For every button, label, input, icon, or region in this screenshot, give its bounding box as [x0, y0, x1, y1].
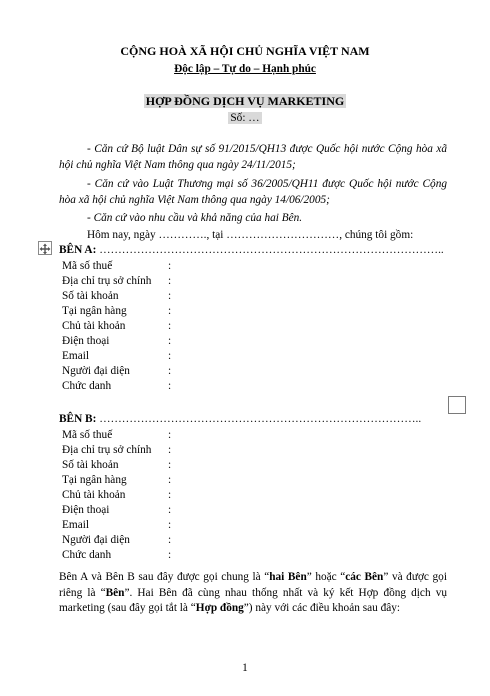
party-b-account-label: Số tài khoản: [62, 459, 119, 471]
intro-line: [87, 229, 413, 241]
closing-part-4: ”. Hai Bên đã cùng nhau thống nhất và ký kết Hợp đồng dịch vụ marketing (sau đây gọi tắt là “: [59, 586, 448, 614]
closing-part-2: ” hoặc “: [306, 571, 346, 583]
party-a-phone-label: Điện thoại: [62, 335, 110, 347]
party-a-account-label: Số tài khoản: [62, 290, 119, 302]
party-a-representative-label: Người đại diện: [62, 365, 130, 377]
contract-number-text: Số: …: [230, 112, 260, 124]
party-a-email-label: Email: [62, 350, 89, 362]
legal-basis-needs: - Căn cứ vào nhu cầu và khả năng của hai Bên.: [87, 212, 303, 224]
party-b-phone-colon: :: [168, 504, 172, 516]
party-a-email-colon: :: [168, 350, 172, 362]
party-b-bank-label: Tại ngân hàng: [62, 474, 127, 486]
party-b-position-colon: :: [168, 549, 172, 561]
checkbox[interactable]: [448, 396, 466, 414]
party-b-email-colon: :: [168, 519, 172, 531]
closing-part-3: ” và được gọi riêng là “: [59, 571, 447, 599]
party-b-position-label: Chức danh: [62, 549, 112, 561]
closing-paragraph: [59, 570, 447, 617]
party-a-holder-label: Chủ tài khoản: [62, 320, 126, 332]
party-b-representative-label: Người đại diện: [62, 534, 130, 546]
contract-title-text: HỢP ĐỒNG DỊCH VỤ MARKETING: [145, 94, 345, 108]
motto: [0, 63, 490, 75]
party-a-tax-code-label: Mã số thuế: [62, 260, 113, 272]
party-a-bank-colon: :: [168, 305, 172, 317]
party-b-address-colon: :: [168, 444, 172, 456]
party-a-address-colon: :: [168, 275, 172, 287]
party-b-email-label: Email: [62, 519, 89, 531]
country-heading: CỘNG HOÀ XÃ HỘI CHỦ NGHĨA VIỆT NAM: [120, 44, 370, 58]
closing-hai-ben: hai Bên: [269, 571, 307, 583]
closing-part-5: ”) này với các điều khoản sau đây:: [243, 602, 401, 614]
party-b-holder-colon: :: [168, 489, 172, 501]
closing-hop-dong: Hợp đồng: [195, 602, 244, 614]
contract-number: [0, 112, 490, 124]
party-b-tax-code-colon: :: [168, 429, 172, 441]
party-a-phone-colon: :: [168, 335, 172, 347]
party-a-dots: ………………………………………………………………………………..: [99, 244, 444, 256]
intro-at: tại: [212, 229, 224, 241]
intro-place-dots: …………………………: [226, 229, 340, 241]
party-b-line: [59, 413, 421, 425]
intro-date-dots: ………….,: [158, 229, 210, 241]
party-b-bank-colon: :: [168, 474, 172, 486]
intro-prefix: Hôm nay, ngày: [87, 229, 156, 241]
party-a-position-label: Chức danh: [62, 380, 112, 392]
party-a-tax-code-colon: :: [168, 260, 172, 272]
party-b-holder-label: Chủ tài khoản: [62, 489, 126, 501]
page-number: 1: [242, 662, 248, 674]
party-a-label: BÊN A:: [59, 244, 97, 256]
legal-basis-commercial-law: - Căn cứ vào Luật Thương mại số 36/2005/QH11 được Quốc hội nước Cộng hòa xã hội chủ nghĩa Việt Nam thông qua ngày 14/06/2005;: [59, 178, 447, 206]
party-b-label: BÊN B:: [59, 413, 97, 425]
legal-basis-civil-code: - Căn cứ Bộ luật Dân sự số 91/2015/QH13 được Quốc hội nước Cộng hòa xã hội chủ nghĩa Việt Nam thông qua ngày 24/11/2015;: [59, 143, 447, 171]
party-a-representative-colon: :: [168, 365, 172, 377]
party-a-account-colon: :: [168, 290, 172, 302]
party-b-dots: …………………………………………………………………………..: [99, 413, 422, 425]
move-arrows-icon: [39, 243, 51, 255]
party-b-tax-code-label: Mã số thuế: [62, 429, 113, 441]
party-b-representative-colon: :: [168, 534, 172, 546]
party-b-address-label: Địa chỉ trụ sở chính: [62, 444, 152, 456]
contract-title: [0, 94, 490, 109]
party-b-account-colon: :: [168, 459, 172, 471]
motto-text: Độc lập – Tự do – Hạnh phúc: [174, 63, 316, 75]
closing-cac-ben: các Bên: [345, 571, 384, 583]
party-b-phone-label: Điện thoại: [62, 504, 110, 516]
party-a-address-label: Địa chỉ trụ sở chính: [62, 275, 152, 287]
table-move-handle[interactable]: [38, 241, 52, 255]
closing-part-1: Bên A và Bên B sau đây được gọi chung là “: [59, 571, 270, 583]
party-a-bank-label: Tại ngân hàng: [62, 305, 127, 317]
party-a-line: [59, 244, 444, 256]
party-a-holder-colon: :: [168, 320, 172, 332]
closing-ben: Bên: [105, 586, 125, 599]
intro-suffix: , chúng tôi gồm:: [339, 229, 414, 241]
party-a-position-colon: :: [168, 380, 172, 392]
